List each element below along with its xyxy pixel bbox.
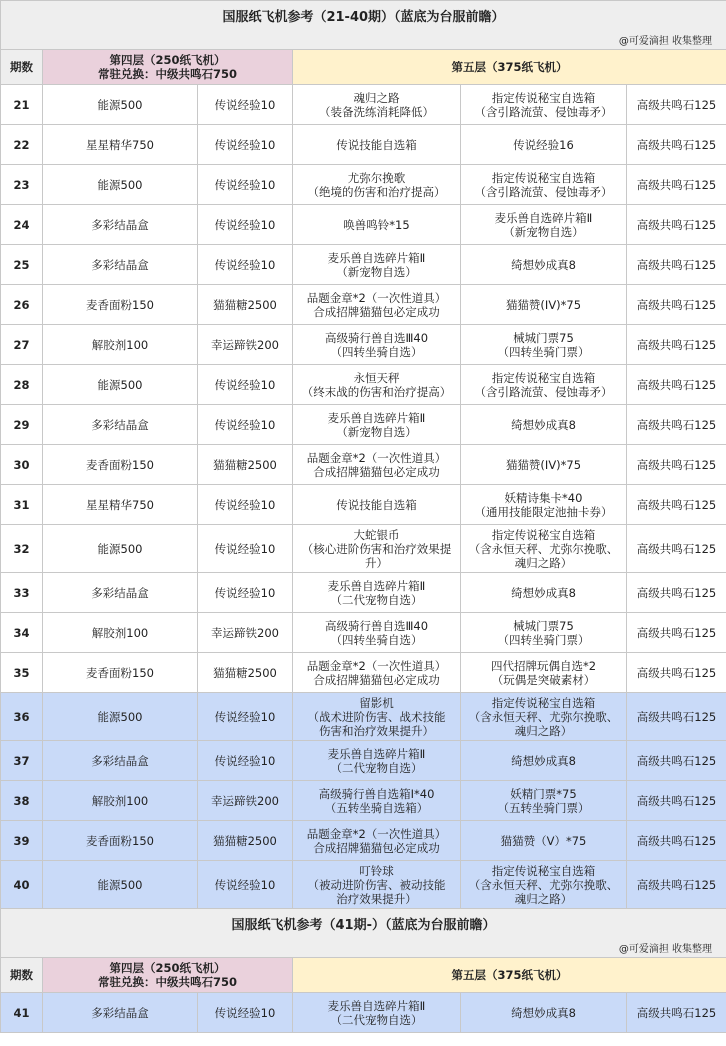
table-row — [1, 405, 726, 445]
floor4-reward-2: 传说经验10 — [198, 993, 293, 1033]
floor5-reward-1 — [293, 285, 461, 325]
floor5-reward-2 — [461, 993, 627, 1033]
floor4-header-line: 常驻兑换：中级共鸣石750 — [97, 975, 237, 989]
floor4-header — [43, 50, 293, 85]
floor5-reward-1-line: 高级骑行兽自选箱Ⅰ*40 — [318, 786, 435, 801]
floor5-reward-3: 高级共鸣石125 — [627, 405, 726, 445]
period-header: 期数 — [1, 50, 43, 85]
floor5-reward-2 — [461, 405, 627, 445]
floor5-reward-1-line: 伤害和治疗效果提升） — [319, 723, 434, 738]
floor5-reward-1-line: 麦乐兽自选碎片箱Ⅱ — [327, 250, 426, 265]
floor4-reward-1: 麦香面粉150 — [43, 285, 198, 325]
floor5-reward-2-line: 绮想妙成真8 — [511, 1005, 576, 1020]
floor4-reward-1: 多彩结晶盒 — [43, 573, 198, 613]
floor4-reward-2: 传说经验10 — [198, 485, 293, 525]
floor5-reward-1-line: （终末战的伤害和治疗提高） — [301, 384, 452, 399]
floor5-reward-3: 高级共鸣石125 — [627, 285, 726, 325]
floor5-reward-2 — [461, 245, 627, 285]
floor5-reward-1-line: （核心进阶伤害和治疗效果提升） — [301, 541, 452, 570]
floor5-reward-2-line: 猫猫赞（V）*75 — [500, 833, 587, 848]
floor4-reward-2: 幸运蹄铁200 — [198, 325, 293, 365]
table-row — [1, 781, 726, 821]
floor5-reward-2-line: （新宠物自选） — [503, 224, 584, 239]
floor5-reward-1 — [293, 613, 461, 653]
floor5-reward-1-line: 麦乐兽自选碎片箱Ⅱ — [327, 578, 426, 593]
floor4-reward-2: 猫猫糖2500 — [198, 285, 293, 325]
table-row — [1, 245, 726, 285]
floor4-reward-1: 麦香面粉150 — [43, 821, 198, 861]
floor5-reward-2 — [461, 693, 627, 741]
floor5-reward-1-line: （新宠物自选） — [336, 424, 417, 439]
period-number: 34 — [1, 613, 43, 653]
floor5-reward-1 — [293, 205, 461, 245]
floor5-reward-1 — [293, 781, 461, 821]
period-number: 22 — [1, 125, 43, 165]
period-number: 31 — [1, 485, 43, 525]
table-row — [1, 653, 726, 693]
table-row — [1, 861, 726, 909]
floor5-reward-2-line: 绮想妙成真8 — [511, 257, 576, 272]
floor5-reward-3: 高级共鸣石125 — [627, 653, 726, 693]
floor4-reward-2: 传说经验10 — [198, 205, 293, 245]
period-number: 21 — [1, 85, 43, 125]
floor5-reward-2 — [461, 285, 627, 325]
floor5-reward-2-line: 械城门票75 — [513, 330, 574, 345]
floor5-reward-1-line: 治疗效果提升） — [336, 891, 417, 906]
floor5-reward-2 — [461, 325, 627, 365]
period-number: 25 — [1, 245, 43, 285]
floor5-reward-1-line: 传说技能自选箱 — [336, 137, 417, 152]
floor5-reward-1-line: （五转坐骑自选箱） — [324, 800, 429, 815]
floor5-reward-1-line: 唤兽鸣铃*15 — [343, 217, 410, 232]
floor5-reward-1 — [293, 993, 461, 1033]
floor5-reward-1-line: 高级骑行兽自选Ⅲ40 — [324, 618, 429, 633]
table-row — [1, 485, 726, 525]
floor5-reward-3: 高级共鸣石125 — [627, 821, 726, 861]
floor5-reward-2 — [461, 365, 627, 405]
floor5-reward-1 — [293, 85, 461, 125]
period-number: 33 — [1, 573, 43, 613]
table-row — [1, 613, 726, 653]
table-row — [1, 285, 726, 325]
section-title: 国服纸飞机参考（21-40期）（蓝底为台服前瞻） — [1, 1, 726, 35]
floor5-reward-2 — [461, 781, 627, 821]
floor5-reward-1 — [293, 485, 461, 525]
floor5-reward-3: 高级共鸣石125 — [627, 993, 726, 1033]
table-row — [1, 365, 726, 405]
floor4-reward-1: 解胶剂100 — [43, 325, 198, 365]
floor5-reward-3: 高级共鸣石125 — [627, 573, 726, 613]
floor5-reward-1-line: （四转坐骑自选） — [330, 632, 423, 647]
floor5-reward-1 — [293, 445, 461, 485]
floor5-reward-1 — [293, 861, 461, 909]
floor5-reward-1-line: （绝境的伤害和治疗提高） — [307, 184, 446, 199]
section-credit: @可爱滴担 收集整理 — [1, 34, 726, 50]
table-row — [1, 445, 726, 485]
table-row — [1, 325, 726, 365]
table-row — [1, 85, 726, 125]
floor5-reward-1-line: 合成招牌猫猫包必定成功 — [313, 464, 440, 479]
floor4-reward-2: 传说经验10 — [198, 741, 293, 781]
floor4-reward-2: 传说经验10 — [198, 165, 293, 205]
floor5-reward-1-line: 留影机 — [359, 695, 394, 710]
floor4-reward-2: 猫猫糖2500 — [198, 821, 293, 861]
period-number: 30 — [1, 445, 43, 485]
floor5-reward-2-line: 绮想妙成真8 — [511, 417, 576, 432]
period-number: 24 — [1, 205, 43, 245]
floor4-reward-2: 传说经验10 — [198, 861, 293, 909]
table-row — [1, 993, 726, 1033]
floor5-reward-2-line: （四转坐骑门票） — [497, 344, 590, 359]
floor5-reward-2-line: 绮想妙成真8 — [511, 753, 576, 768]
period-number: 32 — [1, 525, 43, 573]
floor5-reward-3: 高级共鸣石125 — [627, 445, 726, 485]
period-number: 29 — [1, 405, 43, 445]
floor5-reward-1-line: 麦乐兽自选碎片箱Ⅱ — [327, 998, 426, 1013]
floor5-reward-2 — [461, 525, 627, 573]
table-row — [1, 125, 726, 165]
floor4-reward-1: 解胶剂100 — [43, 781, 198, 821]
floor5-reward-1-line: 合成招牌猫猫包必定成功 — [313, 672, 440, 687]
floor4-reward-2: 传说经验10 — [198, 365, 293, 405]
floor4-reward-1: 能源500 — [43, 165, 198, 205]
period-number: 26 — [1, 285, 43, 325]
period-header: 期数 — [1, 958, 43, 993]
table-row — [1, 205, 726, 245]
floor5-reward-1-line: 品题金章*2（一次性道具） — [306, 826, 447, 841]
floor5-reward-1 — [293, 693, 461, 741]
floor5-reward-1 — [293, 821, 461, 861]
period-number: 28 — [1, 365, 43, 405]
floor5-reward-1-line: （装备洗练消耗降低） — [319, 104, 434, 119]
floor5-reward-3: 高级共鸣石125 — [627, 741, 726, 781]
period-number: 23 — [1, 165, 43, 205]
floor5-reward-1-line: 麦乐兽自选碎片箱Ⅱ — [327, 410, 426, 425]
floor5-reward-1 — [293, 525, 461, 573]
period-number: 41 — [1, 993, 43, 1033]
floor5-reward-2-line: 魂归之路） — [514, 891, 573, 906]
floor5-reward-1-line: 永恒天秤 — [353, 370, 400, 385]
floor5-reward-1 — [293, 653, 461, 693]
floor5-reward-2 — [461, 861, 627, 909]
floor5-reward-1-line: 高级骑行兽自选Ⅲ40 — [324, 330, 429, 345]
floor4-reward-2: 传说经验10 — [198, 85, 293, 125]
floor5-reward-1-line: 品题金章*2（一次性道具） — [306, 450, 447, 465]
floor4-reward-1: 星星精华750 — [43, 125, 198, 165]
floor5-reward-2-line: 猫猫赞(IV)*75 — [505, 297, 582, 312]
floor5-reward-2-line: 妖精诗集卡*40 — [504, 490, 583, 505]
floor4-reward-2: 传说经验10 — [198, 125, 293, 165]
period-number: 37 — [1, 741, 43, 781]
floor5-reward-2-line: 妖精门票*75 — [510, 786, 577, 801]
floor5-reward-1-line: 大蛇银币 — [353, 527, 400, 542]
floor5-reward-2-line: 械城门票75 — [513, 618, 574, 633]
table-row — [1, 573, 726, 613]
floor5-reward-1-line: 魂归之路 — [353, 90, 400, 105]
floor5-reward-2 — [461, 653, 627, 693]
period-number: 40 — [1, 861, 43, 909]
floor5-reward-3: 高级共鸣石125 — [627, 485, 726, 525]
floor4-reward-2: 幸运蹄铁200 — [198, 613, 293, 653]
period-number: 36 — [1, 693, 43, 741]
floor5-reward-2-line: 指定传说秘宝自选箱 — [491, 695, 596, 710]
floor5-reward-2-line: （五转坐骑门票） — [497, 800, 590, 815]
floor4-reward-1: 多彩结晶盒 — [43, 245, 198, 285]
floor5-reward-2 — [461, 485, 627, 525]
period-number: 39 — [1, 821, 43, 861]
floor5-reward-2-line: 麦乐兽自选碎片箱Ⅱ — [494, 210, 593, 225]
floor5-reward-3: 高级共鸣石125 — [627, 693, 726, 741]
floor5-reward-2-line: 指定传说秘宝自选箱 — [491, 370, 596, 385]
floor5-reward-1-line: 尤弥尔挽歌 — [347, 170, 406, 185]
table-row — [1, 525, 726, 573]
floor5-reward-3: 高级共鸣石125 — [627, 325, 726, 365]
floor5-reward-3: 高级共鸣石125 — [627, 245, 726, 285]
floor5-reward-1-line: （新宠物自选） — [336, 264, 417, 279]
floor5-reward-2-line: （四转坐骑门票） — [497, 632, 590, 647]
floor5-reward-1 — [293, 125, 461, 165]
period-number: 38 — [1, 781, 43, 821]
floor5-reward-1-line: （四转坐骑自选） — [330, 344, 423, 359]
floor5-reward-3: 高级共鸣石125 — [627, 365, 726, 405]
floor4-reward-1: 解胶剂100 — [43, 613, 198, 653]
floor5-reward-2 — [461, 821, 627, 861]
floor5-reward-1-line: （二代宠物自选） — [330, 760, 423, 775]
section-credit: @可爱滴担 收集整理 — [1, 942, 726, 958]
floor5-reward-2-line: 传说经验16 — [513, 137, 574, 152]
floor5-reward-2-line: （含引路流萤、侵蚀毒矛） — [474, 184, 613, 199]
floor5-reward-3: 高级共鸣石125 — [627, 861, 726, 909]
floor5-reward-2-line: （玩偶是突破素材） — [491, 672, 596, 687]
floor5-reward-2-line: 指定传说秘宝自选箱 — [491, 863, 596, 878]
floor5-reward-2 — [461, 205, 627, 245]
floor5-reward-2 — [461, 125, 627, 165]
floor5-reward-1-line: （二代宠物自选） — [330, 1012, 423, 1027]
floor5-reward-3: 高级共鸣石125 — [627, 613, 726, 653]
floor5-reward-1-line: 品题金章*2（一次性道具） — [306, 290, 447, 305]
floor5-reward-2-line: 指定传说秘宝自选箱 — [491, 170, 596, 185]
floor5-reward-2 — [461, 85, 627, 125]
period-number: 27 — [1, 325, 43, 365]
floor4-reward-2: 猫猫糖2500 — [198, 653, 293, 693]
floor4-header — [43, 958, 293, 993]
floor5-reward-3: 高级共鸣石125 — [627, 205, 726, 245]
floor5-reward-2-line: （含引路流萤、侵蚀毒矛） — [474, 104, 613, 119]
floor4-header-line: 常驻兑换：中级共鸣石750 — [97, 67, 237, 81]
floor4-reward-2: 传说经验10 — [198, 693, 293, 741]
floor5-header: 第五层（375纸飞机） — [293, 50, 726, 85]
floor5-reward-1-line: 传说技能自选箱 — [336, 497, 417, 512]
section-title: 国服纸飞机参考（41期-）（蓝底为台服前瞻） — [1, 909, 726, 943]
floor5-reward-1-line: （战术进阶伤害、战术技能 — [307, 709, 446, 724]
floor5-reward-2-line: 指定传说秘宝自选箱 — [491, 90, 596, 105]
table-row — [1, 693, 726, 741]
floor5-reward-2 — [461, 741, 627, 781]
floor5-reward-3: 高级共鸣石125 — [627, 165, 726, 205]
floor5-header: 第五层（375纸飞机） — [293, 958, 726, 993]
floor5-reward-1 — [293, 325, 461, 365]
floor4-reward-2: 传说经验10 — [198, 525, 293, 573]
floor5-reward-2-line: （含永恒天秤、尤弥尔挽歌、 — [468, 541, 619, 556]
floor4-reward-1: 星星精华750 — [43, 485, 198, 525]
floor5-reward-1 — [293, 741, 461, 781]
floor5-reward-1-line: （二代宠物自选） — [330, 592, 423, 607]
floor4-reward-1: 麦香面粉150 — [43, 445, 198, 485]
floor4-reward-1: 多彩结晶盒 — [43, 205, 198, 245]
floor4-reward-1: 能源500 — [43, 365, 198, 405]
table-row — [1, 741, 726, 781]
floor5-reward-2 — [461, 165, 627, 205]
period-number: 35 — [1, 653, 43, 693]
floor4-reward-2: 猫猫糖2500 — [198, 445, 293, 485]
floor5-reward-1 — [293, 405, 461, 445]
table-row — [1, 821, 726, 861]
floor5-reward-1 — [293, 573, 461, 613]
floor5-reward-2-line: 绮想妙成真8 — [511, 585, 576, 600]
floor5-reward-2-line: （含永恒天秤、尤弥尔挽歌、 — [468, 709, 619, 724]
floor5-reward-2-line: 指定传说秘宝自选箱 — [491, 527, 596, 542]
floor5-reward-3: 高级共鸣石125 — [627, 125, 726, 165]
floor4-reward-1: 能源500 — [43, 85, 198, 125]
floor5-reward-1-line: 合成招牌猫猫包必定成功 — [313, 304, 440, 319]
floor5-reward-1-line: （被动进阶伤害、被动技能 — [307, 877, 446, 892]
floor4-reward-1: 多彩结晶盒 — [43, 405, 198, 445]
floor4-reward-1: 麦香面粉150 — [43, 653, 198, 693]
floor5-reward-2-line: 猫猫赞(IV)*75 — [505, 457, 582, 472]
floor5-reward-2-line: 魂归之路） — [514, 723, 573, 738]
floor4-reward-1: 多彩结晶盒 — [43, 993, 198, 1033]
floor5-reward-1-line: 合成招牌猫猫包必定成功 — [313, 840, 440, 855]
floor4-reward-2: 传说经验10 — [198, 405, 293, 445]
floor4-reward-2: 幸运蹄铁200 — [198, 781, 293, 821]
floor5-reward-1 — [293, 245, 461, 285]
floor5-reward-1 — [293, 365, 461, 405]
floor5-reward-2-line: （含永恒天秤、尤弥尔挽歌、 — [468, 877, 619, 892]
floor4-reward-1: 能源500 — [43, 525, 198, 573]
floor4-reward-1: 能源500 — [43, 861, 198, 909]
floor4-reward-2: 传说经验10 — [198, 573, 293, 613]
floor5-reward-1-line: 麦乐兽自选碎片箱Ⅱ — [327, 746, 426, 761]
floor5-reward-1-line: 叮铃球 — [359, 863, 394, 878]
floor4-header-line: 第四层（250纸飞机） — [109, 961, 226, 975]
floor5-reward-2-line: （通用技能限定池抽卡券） — [474, 504, 613, 519]
floor5-reward-2 — [461, 445, 627, 485]
floor5-reward-3: 高级共鸣石125 — [627, 525, 726, 573]
floor4-header-line: 第四层（250纸飞机） — [109, 53, 226, 67]
table-row — [1, 165, 726, 205]
floor5-reward-3: 高级共鸣石125 — [627, 781, 726, 821]
floor5-reward-3: 高级共鸣石125 — [627, 85, 726, 125]
floor5-reward-2-line: （含引路流萤、侵蚀毒矛） — [474, 384, 613, 399]
floor4-reward-1: 多彩结晶盒 — [43, 741, 198, 781]
floor5-reward-2 — [461, 613, 627, 653]
floor5-reward-2 — [461, 573, 627, 613]
floor5-reward-1-line: 品题金章*2（一次性道具） — [306, 658, 447, 673]
floor5-reward-2-line: 魂归之路） — [514, 555, 573, 570]
floor4-reward-2: 传说经验10 — [198, 245, 293, 285]
floor5-reward-2-line: 四代招牌玩偶自选*2 — [490, 658, 597, 673]
floor5-reward-1 — [293, 165, 461, 205]
floor4-reward-1: 能源500 — [43, 693, 198, 741]
